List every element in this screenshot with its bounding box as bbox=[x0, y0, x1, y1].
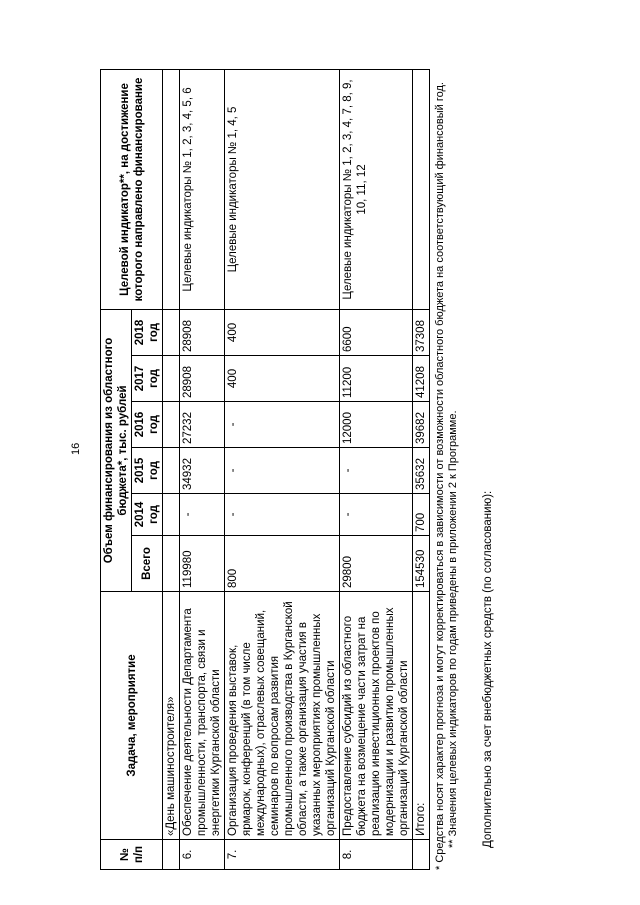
row-2014 bbox=[163, 494, 180, 536]
row-total bbox=[163, 536, 180, 592]
row-2015: - bbox=[225, 448, 340, 494]
row-task: Организация проведения выставок, ярмарок, конференций (в том числе международных), отраслевых совещаний, семинаров по вопросам развития промышленного производства в Курганской области, а также организация участия в указанных мероприятиях промышленных организаций Курганской области bbox=[225, 592, 340, 840]
footnote-2: ** Значения целевых индикаторов по годам приведены в приложении 2 к Программе. bbox=[447, 410, 459, 848]
table-row bbox=[163, 69, 180, 869]
row-task: «День машиностроителя» bbox=[163, 592, 180, 840]
table-row bbox=[225, 69, 340, 869]
table-row bbox=[180, 69, 225, 869]
row-2014: - bbox=[225, 494, 340, 536]
row-num: 7. bbox=[225, 840, 340, 870]
row-indicator: Целевые индикаторы № 1, 4, 5 bbox=[225, 69, 340, 309]
row-2017: 11200 bbox=[340, 356, 413, 402]
header-row bbox=[101, 69, 132, 869]
row-total: 119980 bbox=[180, 536, 225, 592]
row-2016: - bbox=[225, 402, 340, 448]
header-2018: 2018 год bbox=[132, 309, 163, 355]
total-label: Итого: bbox=[413, 592, 430, 840]
rotated-page-content bbox=[100, 70, 494, 870]
total-2017: 41208 bbox=[413, 356, 430, 402]
footnote-1: * Средства носят характер прогноза и могут корректироваться в зависимости от возможности областного бюджета на соответствующий финансовый год. bbox=[434, 82, 446, 870]
header-2016: 2016 год bbox=[132, 402, 163, 448]
page-number: 16 bbox=[70, 442, 82, 455]
financing-table bbox=[100, 69, 430, 870]
header-num: № п/п bbox=[101, 840, 163, 870]
row-2018: 400 bbox=[225, 309, 340, 355]
total-total: 154530 bbox=[413, 536, 430, 592]
extra-funding-line: Дополнительно за счет внебюджетных средств (по согласованию): bbox=[482, 490, 494, 848]
row-total: 800 bbox=[225, 536, 340, 592]
row-num: 6. bbox=[180, 840, 225, 870]
row-2014: - bbox=[340, 494, 413, 536]
row-2015 bbox=[163, 448, 180, 494]
header-2014: 2014 год bbox=[132, 494, 163, 536]
total-indicator-cell bbox=[413, 69, 430, 309]
row-2018: 28908 bbox=[180, 309, 225, 355]
row-2018 bbox=[163, 309, 180, 355]
header-2015: 2015 год bbox=[132, 448, 163, 494]
total-2016: 39682 bbox=[413, 402, 430, 448]
row-num bbox=[163, 840, 180, 870]
total-2014: 700 bbox=[413, 494, 430, 536]
row-indicator: Целевые индикаторы № 1, 2, 3, 4, 7, 8, 9, 10, 11, 12 bbox=[340, 69, 413, 309]
row-task: Обеспечение деятельности Департамента промышленности, транспорта, связи и энергетики Курганской области bbox=[180, 592, 225, 840]
row-2018: 6600 bbox=[340, 309, 413, 355]
header-task: Задача, мероприятие bbox=[101, 592, 163, 840]
row-2016 bbox=[163, 402, 180, 448]
row-2017 bbox=[163, 356, 180, 402]
total-2015: 35632 bbox=[413, 448, 430, 494]
table-row bbox=[340, 69, 413, 869]
total-num-cell bbox=[413, 840, 430, 870]
total-2018: 37308 bbox=[413, 309, 430, 355]
header-indicator: Целевой индикатор**, на достижение которого направлено финансирование bbox=[101, 69, 163, 309]
row-task: Предоставление субсидий из областного бюджета на возмещение части затрат на реализацию инвестиционных проектов по модернизации и развитию промышленных организаций Курганской области bbox=[340, 592, 413, 840]
header-2017: 2017 год bbox=[132, 356, 163, 402]
row-2016: 27232 bbox=[180, 402, 225, 448]
row-2015: 34932 bbox=[180, 448, 225, 494]
row-2017: 28908 bbox=[180, 356, 225, 402]
row-2017: 400 bbox=[225, 356, 340, 402]
footnotes bbox=[434, 70, 460, 870]
total-row bbox=[413, 69, 430, 869]
row-2014: - bbox=[180, 494, 225, 536]
row-num: 8. bbox=[340, 840, 413, 870]
header-volume: Объем финансирования из областного бюджета*, тыс. рублей bbox=[101, 309, 132, 591]
row-2015: - bbox=[340, 448, 413, 494]
row-2016: 12000 bbox=[340, 402, 413, 448]
row-indicator bbox=[163, 69, 180, 309]
row-indicator: Целевые индикаторы № 1, 2, 3, 4, 5, 6 bbox=[180, 69, 225, 309]
row-total: 29800 bbox=[340, 536, 413, 592]
header-total: Всего bbox=[132, 536, 163, 592]
